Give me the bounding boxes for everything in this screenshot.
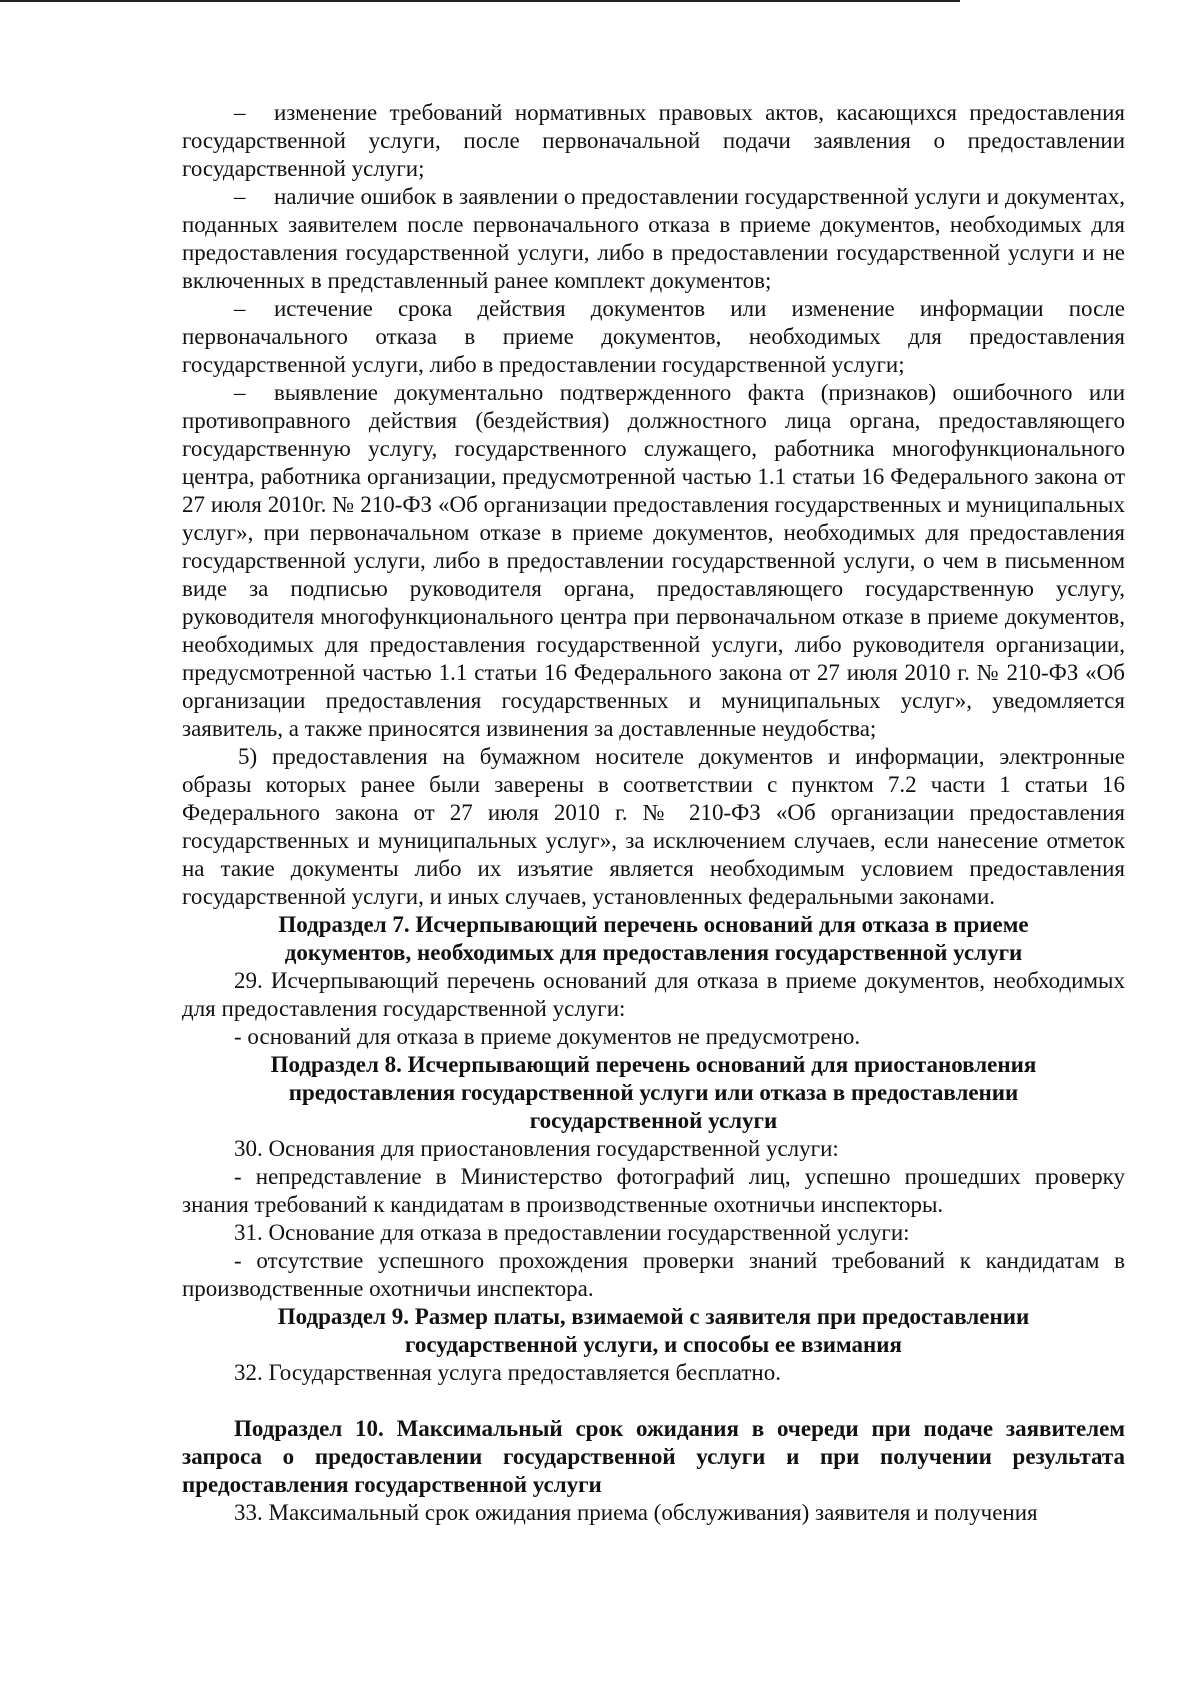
heading-subsection-9: Подраздел 9. Размер платы, взимаемой с заявителя при предоставлении государственной услуги, и способы ее взимания <box>277 1304 1030 1357</box>
paragraph-29-a: - оснований для отказа в приеме документов не предусмотрено. <box>234 1024 861 1049</box>
heading-subsection-7: Подраздел 7. Исчерпывающий перечень оснований для отказа в приеме документов, необходимых для предоставления государственной услуги <box>278 912 1029 965</box>
heading-subsection-8: Подраздел 8. Исчерпывающий перечень оснований для приостановления предоставления государственной услуги или отказа в предоставлении государственной услуги <box>270 1052 1037 1133</box>
paragraph-dash-4: – выявление документально подтвержденного факта (признаков) ошибочного или противоправного действия (бездействия) должностного лица органа, предоставляющего государственную услугу, государственного служащего, работника многофункционального центра, работника организации, предусмотренной частью 1.1 статьи 16 Федерального закона от 27 июля 2010г. № 210-ФЗ «Об организации предоставления государственных и муниципальных услуг», при первоначальном отказе в приеме документов, необходимых для предоставления государственной услуги, либо в предоставлении государственной услуги, о чем в письменном виде за подписью руководителя органа, предоставляющего государственную услугу, руководителя многофункционального центра при первоначальном отказе в приеме документов, необходимых для предоставления государственной услуги, либо руководителя организации, предусмотренной частью 1.1 статьи 16 Федерального закона от 27 июля 2010 г. № 210-ФЗ «Об организации предоставления государственных и муниципальных услуг», уведомляется заявитель, а также приносятся извинения за доставленные неудобства; <box>182 380 1125 741</box>
dash-marker: – <box>234 380 246 405</box>
paragraph-31-a: - отсутствие успешного прохождения проверки знаний требований к кандидатам в производственные охотничьи инспектора. <box>182 1248 1125 1301</box>
paragraph-dash-1: – изменение требований нормативных правовых актов, касающихся предоставления государственной услуги, после первоначальной подачи заявления о предоставлении государственной услуги; <box>182 100 1125 181</box>
paragraph-dash-3: – истечение срока действия документов или изменение информации после первоначального отказа в приеме документов, необходимых для предоставления государственной услуги, либо в предоставлении государственной услуги; <box>182 296 1125 377</box>
paragraph-33: 33. Максимальный срок ожидания приема (обслуживания) заявителя и получения <box>234 1500 1038 1525</box>
blank-line <box>182 1387 1125 1415</box>
paragraph-30: 30. Основания для приостановления государственной услуги: <box>234 1136 839 1161</box>
paragraph-31: 31. Основание для отказа в предоставлении государственной услуги: <box>234 1220 910 1245</box>
dash-marker: – <box>234 184 246 209</box>
paragraph-item-5: 5) предоставления на бумажном носителе документов и информации, электронные образы которых ранее были заверены в соответствии с пунктом 7.2 части 1 статьи 16 Федерального закона от 27 июля 2010 г. № 210-ФЗ «Об организации предоставления государственных и муниципальных услуг», за исключением случаев, если нанесение отметок на такие документы либо их изъятие является необходимым условием предоставления государственной услуги, и иных случаев, установленных федеральными законами. <box>182 744 1125 909</box>
scan-top-edge <box>0 0 960 2</box>
document-page <box>182 99 1125 1527</box>
dash-marker: – <box>234 296 246 321</box>
dash-marker: – <box>234 100 246 125</box>
paragraph-32: 32. Государственная услуга предоставляется бесплатно. <box>234 1360 781 1385</box>
paragraph-dash-2: – наличие ошибок в заявлении о предоставлении государственной услуги и документах, поданных заявителем после первоначального отказа в приеме документов, необходимых для предоставления государственной услуги, либо в предоставлении государственной услуги и не включенных в представленный ранее комплект документов; <box>182 184 1125 293</box>
paragraph-29: 29. Исчерпывающий перечень оснований для отказа в приеме документов, необходимых для предоставления государственной услуги: <box>182 968 1125 1021</box>
paragraph-30-a: - непредставление в Министерство фотографий лиц, успешно прошедших проверку знания требований к кандидатам в производственные охотничьи инспекторы. <box>182 1164 1125 1217</box>
heading-subsection-10: Подраздел 10. Максимальный срок ожидания в очереди при подаче заявителем запроса о предоставлении государственной услуги и при получении результата предоставления государственной услуги <box>182 1416 1125 1497</box>
